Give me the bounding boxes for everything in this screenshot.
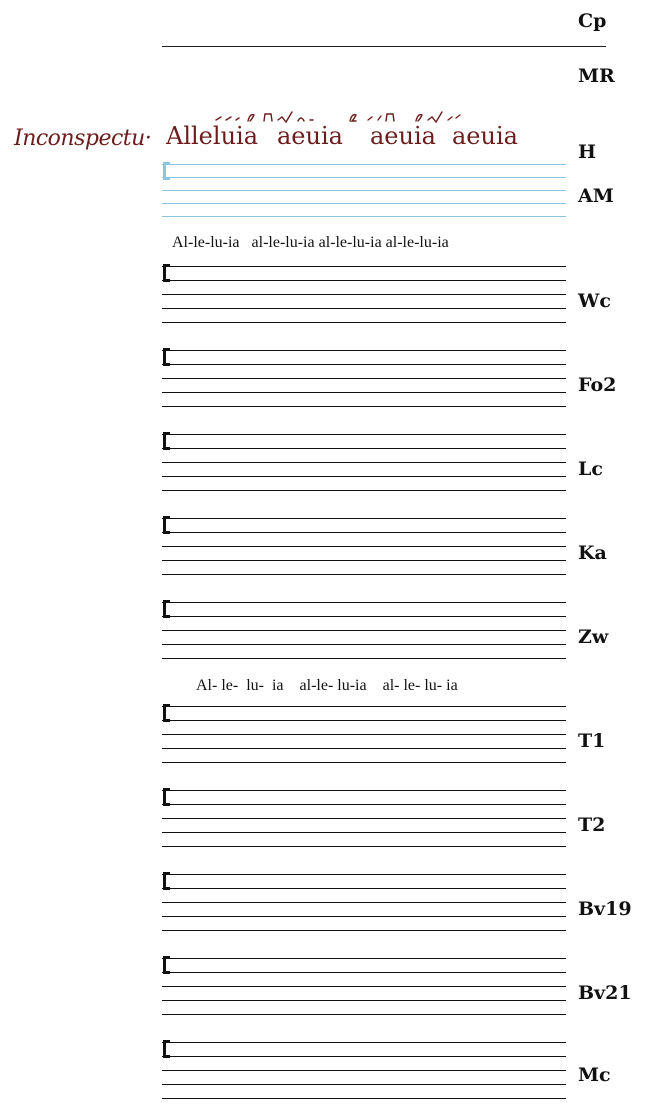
siglum-cp: Cp bbox=[578, 10, 607, 32]
siglum-wc: Wc bbox=[578, 290, 611, 312]
manuscript-incipit: Inconspectu· bbox=[14, 126, 152, 151]
c-clef-icon bbox=[162, 872, 172, 892]
staff-t1 bbox=[162, 706, 566, 766]
staff-bv21 bbox=[162, 958, 566, 1018]
siglum-t1: T1 bbox=[578, 730, 606, 752]
staff-bv19 bbox=[162, 874, 566, 934]
siglum-t2: T2 bbox=[578, 814, 606, 836]
c-clef-icon bbox=[162, 704, 172, 724]
siglum-mc: Mc bbox=[578, 1064, 611, 1086]
c-clef-icon bbox=[162, 956, 172, 976]
c-clef-icon bbox=[162, 600, 172, 620]
divider-rule bbox=[162, 46, 606, 47]
siglum-bv21: Bv21 bbox=[578, 982, 632, 1004]
staff-mc bbox=[162, 1042, 566, 1102]
staff-t2 bbox=[162, 790, 566, 850]
manuscript-word: aeuia bbox=[277, 122, 343, 150]
manuscript-word: Alleluia bbox=[166, 122, 259, 150]
staff-lc bbox=[162, 434, 566, 494]
c-clef-icon bbox=[162, 1040, 172, 1060]
c-clef-icon bbox=[162, 432, 172, 452]
c-clef-icon bbox=[162, 162, 172, 182]
manuscript-word: aeuia bbox=[370, 122, 436, 150]
lyrics-line-b: Al- le- lu- ia al-le- lu-ia al- le- lu- ia bbox=[196, 677, 458, 694]
staff-zw bbox=[162, 602, 566, 662]
siglum-lc: Lc bbox=[578, 458, 603, 480]
siglum-am: AM bbox=[578, 185, 614, 207]
staff-am bbox=[162, 164, 566, 224]
staff-fo2 bbox=[162, 350, 566, 410]
siglum-mr: MR bbox=[578, 65, 615, 87]
staff-ka bbox=[162, 518, 566, 578]
siglum-ka: Ka bbox=[578, 542, 607, 564]
c-clef-icon bbox=[162, 516, 172, 536]
lyrics-line-a: Al-le-lu-ia al-le-lu-ia al-le-lu-ia al-le-lu-ia bbox=[172, 234, 449, 251]
c-clef-icon bbox=[162, 788, 172, 808]
siglum-zw: Zw bbox=[578, 626, 609, 648]
manuscript-word: aeuia bbox=[452, 122, 518, 150]
c-clef-icon bbox=[162, 264, 172, 284]
c-clef-icon bbox=[162, 348, 172, 368]
siglum-fo2: Fo2 bbox=[578, 374, 617, 396]
siglum-bv19: Bv19 bbox=[578, 898, 632, 920]
staff-wc bbox=[162, 266, 566, 326]
siglum-h: H bbox=[578, 141, 596, 163]
